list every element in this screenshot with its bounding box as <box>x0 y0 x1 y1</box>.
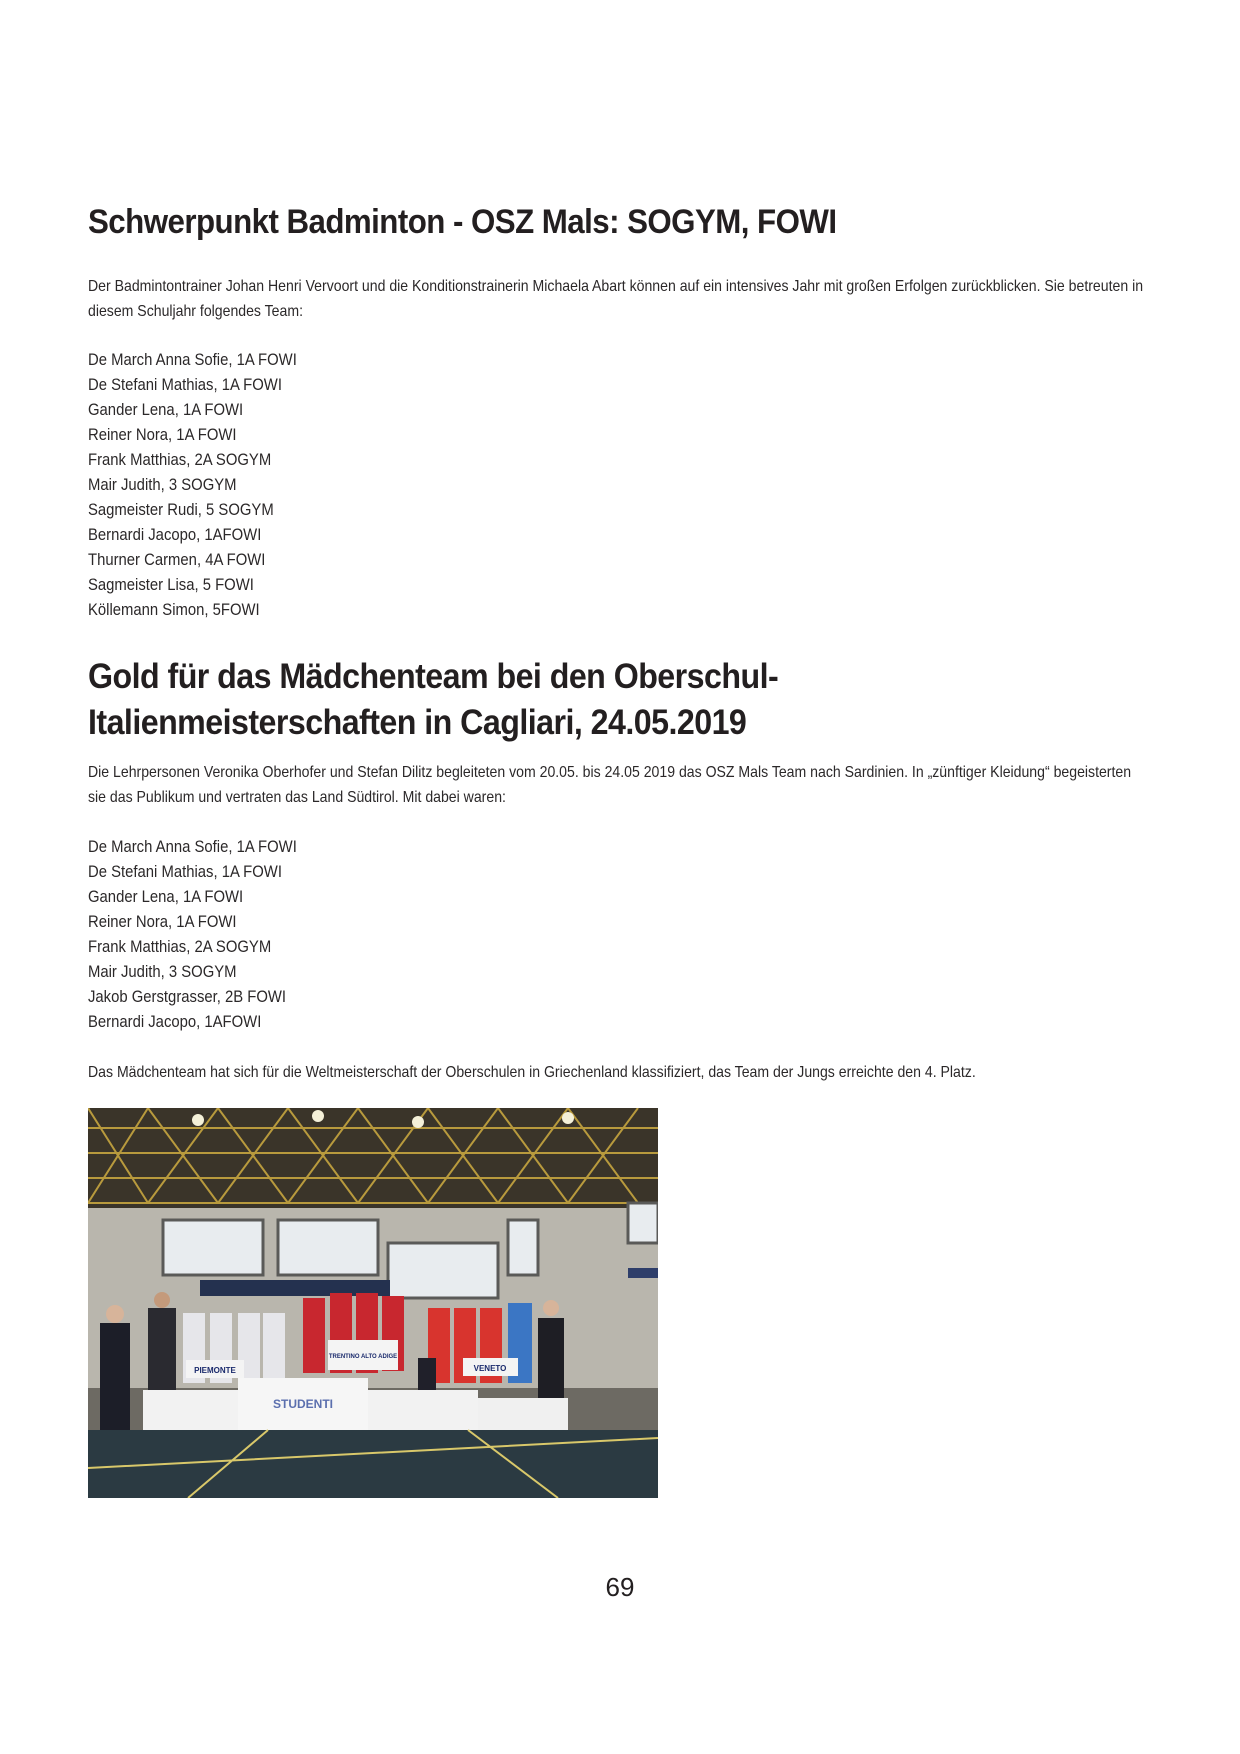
list-item: Bernardi Jacopo, 1AFOWI <box>88 526 262 544</box>
podium-banner: STUDENTI <box>273 1397 333 1411</box>
list-item: De Stefani Mathias, 1A FOWI <box>88 863 282 881</box>
section-heading-cagliari: Gold für das Mädchenteam bei den Oberschul-Italienmeisterschaften in Cagliari, 24.05.2019 <box>88 657 779 742</box>
award-ceremony-photo <box>88 1108 658 1498</box>
list-item: Frank Matthias, 2A SOGYM <box>88 938 272 956</box>
list-item: De Stefani Mathias, 1A FOWI <box>88 376 282 394</box>
outro-paragraph: Das Mädchenteam hat sich für die Weltmeisterschaft der Oberschulen in Griechenland klassifiziert, das Team der Jungs erreichte den 4. Platz. <box>88 1064 976 1081</box>
list-item: Köllemann Simon, 5FOWI <box>88 601 260 619</box>
list-item: Mair Judith, 3 SOGYM <box>88 963 237 981</box>
section-heading-badminton: Schwerpunkt Badminton - OSZ Mals: SOGYM, FOWI <box>88 203 837 241</box>
list-item: Sagmeister Rudi, 5 SOGYM <box>88 501 274 519</box>
intro-paragraph-cagliari: Die Lehrpersonen Veronika Oberhofer und Stefan Dilitz begleiteten vom 20.05. bis 24.05 2019 das OSZ Mals Team nach Sardinien. In „zünftiger Kleidung“ begeisterten sie das Publikum und vertraten das Land Südtirol. Mit dabei waren: <box>88 764 1132 806</box>
team-list-cagliari <box>88 835 320 1035</box>
list-item: Gander Lena, 1A FOWI <box>88 888 244 906</box>
list-item: Thurner Carmen, 4A FOWI <box>88 551 266 569</box>
sign-piemonte: PIEMONTE <box>194 1366 236 1375</box>
intro-paragraph-badminton: Der Badmintontrainer Johan Henri Vervoort und die Konditionstrainerin Michaela Abart können auf ein intensives Jahr mit großen Erfolgen zurückblicken. Sie betreuten in diesem Schuljahr folgendes Team: <box>88 278 1144 320</box>
list-item: Sagmeister Lisa, 5 FOWI <box>88 576 254 594</box>
list-item: Bernardi Jacopo, 1AFOWI <box>88 1013 262 1031</box>
list-item: Reiner Nora, 1A FOWI <box>88 426 237 444</box>
list-item: De March Anna Sofie, 1A FOWI <box>88 838 297 856</box>
list-item: Frank Matthias, 2A SOGYM <box>88 451 272 469</box>
list-item: De March Anna Sofie, 1A FOWI <box>88 351 297 369</box>
sign-trentino: TRENTINO ALTO ADIGE <box>328 1354 398 1360</box>
sign-veneto: VENETO <box>473 1364 507 1373</box>
list-item: Reiner Nora, 1A FOWI <box>88 913 237 931</box>
list-item: Jakob Gerstgrasser, 2B FOWI <box>88 988 287 1006</box>
page-number: 69 <box>605 1572 635 1602</box>
list-item: Gander Lena, 1A FOWI <box>88 401 244 419</box>
list-item: Mair Judith, 3 SOGYM <box>88 476 237 494</box>
team-list-badminton <box>88 348 320 623</box>
